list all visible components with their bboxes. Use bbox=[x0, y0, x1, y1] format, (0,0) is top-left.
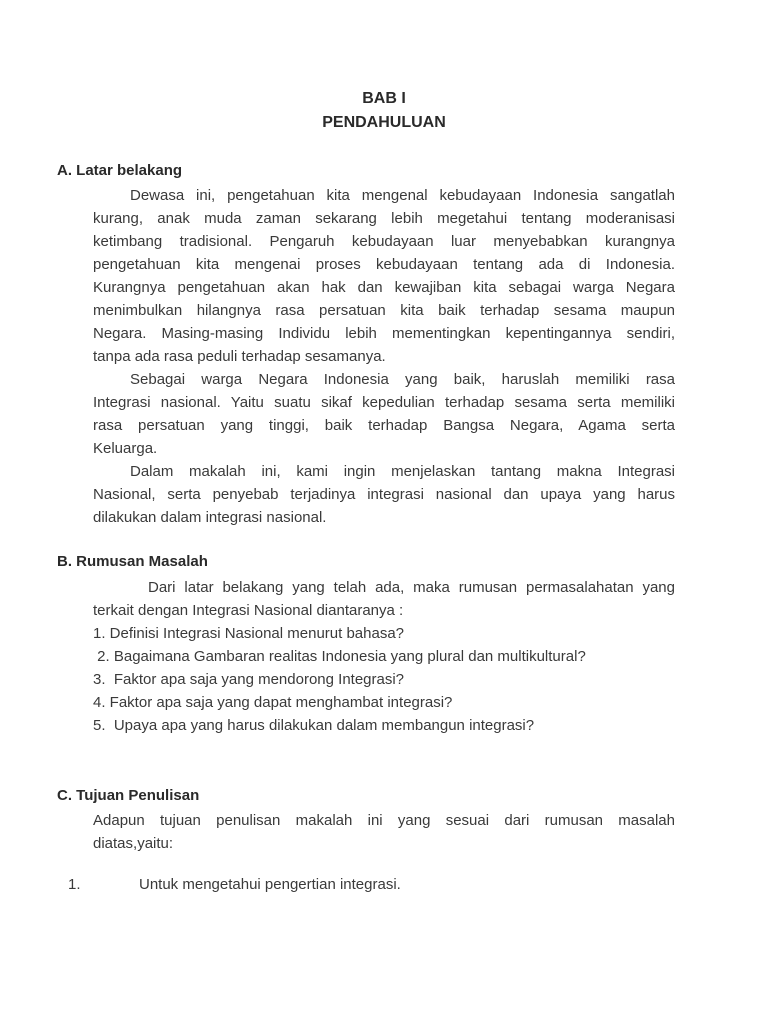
text-line: Dalam makalah ini, kami ingin menjelaskan tantang makna Integrasi bbox=[130, 463, 675, 480]
chapter-number: BAB I bbox=[362, 90, 406, 107]
section-b-heading: B. Rumusan Masalah bbox=[57, 553, 208, 570]
text-line: Keluarga. bbox=[93, 440, 158, 457]
section-a-heading: A. Latar belakang bbox=[57, 162, 183, 179]
text-line: menimbulkan hilangnya rasa persatuan kita baik terhadap sesama maupun bbox=[93, 302, 675, 319]
section-c-body bbox=[93, 809, 675, 855]
list-item: 1. Definisi Integrasi Nasional menurut bahasa? bbox=[93, 625, 405, 642]
section-c-heading: C. Tujuan Penulisan bbox=[57, 787, 200, 804]
text-line: Adapun tujuan penulisan makalah ini yang sesuai dari rumusan masalah bbox=[93, 812, 675, 829]
list-item: 5. Upaya apa yang harus dilakukan dalam membangun integrasi? bbox=[93, 717, 535, 734]
text-line: tanpa ada rasa peduli terhadap sesamanya. bbox=[93, 348, 386, 365]
text-line: Kurangnya pengetahuan akan hak dan kewajiban kita sebagai warga Negara bbox=[93, 279, 675, 296]
text-line: Negara. Masing-masing Individu lebih mementingkan kepentingannya sendiri, bbox=[93, 325, 675, 342]
text-line: Dewasa ini, pengetahuan kita mengenal kebudayaan Indonesia sangatlah bbox=[130, 187, 675, 204]
section-b-body bbox=[93, 576, 675, 737]
list-item: Untuk mengetahui pengertian integrasi. bbox=[139, 876, 401, 893]
list-item: 4. Faktor apa saja yang dapat menghambat integrasi? bbox=[93, 694, 453, 711]
text-line: kurang, anak muda zaman sekarang lebih megetahui tentang moderanisasi bbox=[93, 210, 675, 227]
text-line: diatas,yaitu: bbox=[93, 835, 174, 852]
chapter-title: PENDAHULUAN bbox=[322, 114, 446, 131]
list-item: 2. Bagaimana Gambaran realitas Indonesia yang plural dan multikultural? bbox=[93, 648, 586, 665]
text-line: Nasional, serta penyebab terjadinya integrasi nasional dan upaya yang harus bbox=[93, 486, 675, 503]
text-line: Integrasi nasional. Yaitu suatu sikaf kepedulian terhadap sesama serta memiliki bbox=[93, 394, 675, 411]
text-line: ketimbang tradisional. Pengaruh kebudayaan luar menyebabkan kurangnya bbox=[93, 233, 675, 250]
section-a-body bbox=[93, 184, 675, 529]
text-line: Sebagai warga Negara Indonesia yang baik, haruslah memiliki rasa bbox=[130, 371, 675, 388]
text-line: pengetahuan kita mengenai proses kebudayaan tentang ada di Indonesia. bbox=[93, 256, 675, 273]
text-line: rasa persatuan yang tinggi, baik terhadap Bangsa Negara, Agama serta bbox=[93, 417, 675, 434]
text-line: Dari latar belakang yang telah ada, maka rumusan permasalahatan yang bbox=[148, 579, 675, 596]
list-item: 3. Faktor apa saja yang mendorong Integrasi? bbox=[93, 671, 405, 688]
text-line: dilakukan dalam integrasi nasional. bbox=[93, 509, 327, 526]
list-number: 1. bbox=[68, 876, 81, 893]
text-line: terkait dengan Integrasi Nasional diantaranya : bbox=[93, 602, 404, 619]
